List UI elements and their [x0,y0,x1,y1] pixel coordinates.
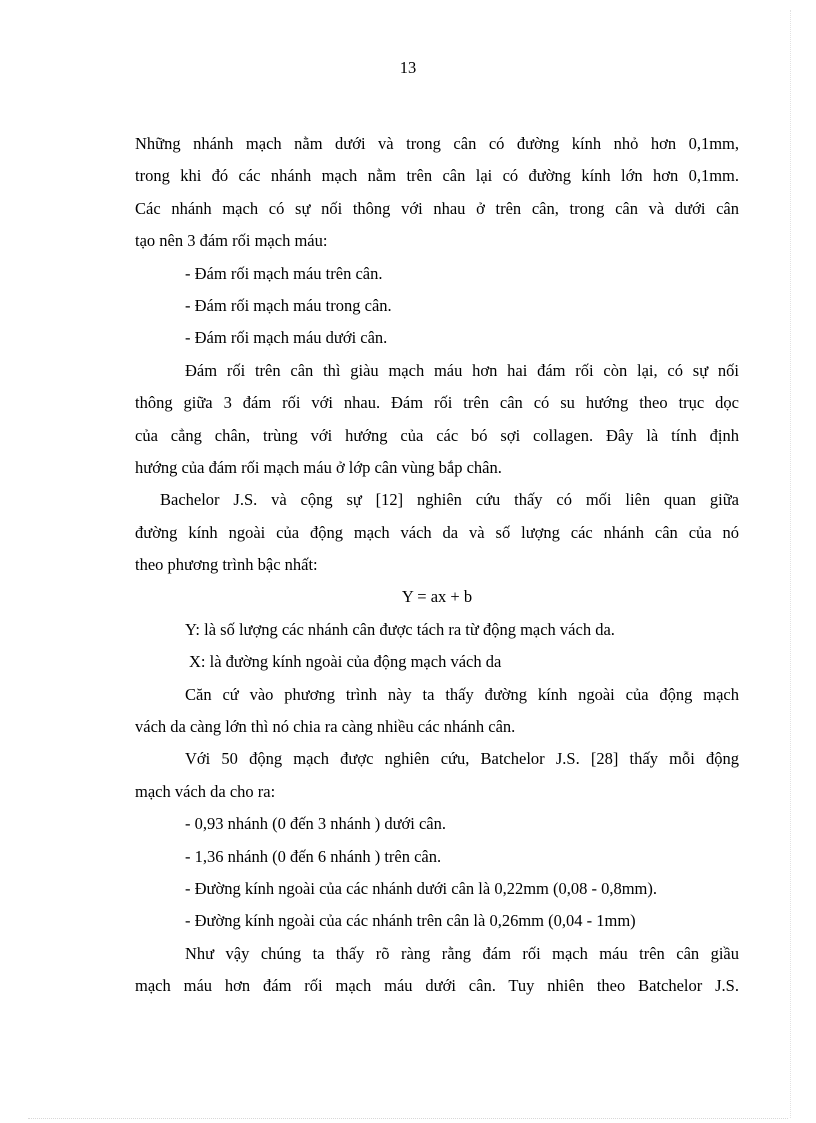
text-line: Như vậy chúng ta thấy rõ ràng rằng đám rối mạch máu trên cân giầu [185,943,739,963]
equation: Y = ax + b [401,587,473,607]
text-line: Với 50 động mạch được nghiên cứu, Batchelor J.S. [28] thấy mỗi động [185,749,739,769]
page-number: 13 [399,58,417,77]
bullet-item: - Đường kính ngoài của các nhánh trên cân là 0,26mm (0,04 - 1mm) [185,911,636,931]
bullet-item: - Đám rối mạch máu trên cân. [185,263,383,283]
bullet-item: - 1,36 nhánh (0 đến 6 nhánh ) trên cân. [185,846,442,866]
text-line: Bachelor J.S. và cộng sự [12] nghiên cứu thấy có mối liên quan giữa [160,490,739,510]
bullet-item: - Đám rối mạch máu dưới cân. [185,328,388,348]
text-line: của cẳng chân, trùng với hướng của các bó sợi collagen. Đây là tính định [135,425,739,445]
text-line: thông giữa 3 đám rối với nhau. Đám rối trên cân có su hướng theo trục dọc [135,393,739,413]
text-line: mạch vách da cho ra: [135,781,276,801]
text-line: tạo nên 3 đám rối mạch máu: [135,231,328,251]
bullet-item: - Đường kính ngoài của các nhánh dưới cân là 0,22mm (0,08 - 0,8mm). [185,878,658,898]
text-line: X: là đường kính ngoài của động mạch vách da [189,652,502,672]
text-line: Những nhánh mạch nằm dưới và trong cân có đường kính nhỏ hơn 0,1mm, [135,134,739,153]
text-line: Đám rối trên cân thì giàu mạch máu hơn hai đám rối còn lại, có sự nối [185,360,739,380]
text-line: vách da càng lớn thì nó chia ra càng nhiều các nhánh cân. [135,717,516,737]
text-line: trong khi đó các nhánh mạch nằm trên cân lại có đường kính lớn hơn 0,1mm. [135,166,739,186]
text-line: đường kính ngoài của động mạch vách da và số lượng các nhánh cân của nó [135,522,739,542]
text-line: Y: là số lượng các nhánh cân được tách ra từ động mạch vách da. [185,619,615,639]
text-line: hướng của đám rối mạch máu ở lớp cân vùng bắp chân. [135,457,502,477]
bullet-item: - Đám rối mạch máu trong cân. [185,295,392,315]
page-bottom-rule [28,1118,788,1119]
text-line: Căn cứ vào phương trình này ta thấy đường kính ngoài của động mạch [185,684,739,704]
bullet-item: - 0,93 nhánh (0 đến 3 nhánh ) dưới cân. [185,814,446,834]
page-side-rule [790,10,791,1118]
text-line: theo phương trình bậc nhất: [135,555,318,575]
text-line: Các nhánh mạch có sự nối thông với nhau ở trên cân, trong cân và dưới cân [135,198,739,218]
body-text [135,128,739,1003]
text-line: mạch máu hơn đám rối mạch máu dưới cân. Tuy nhiên theo Batchelor J.S. [135,976,739,996]
